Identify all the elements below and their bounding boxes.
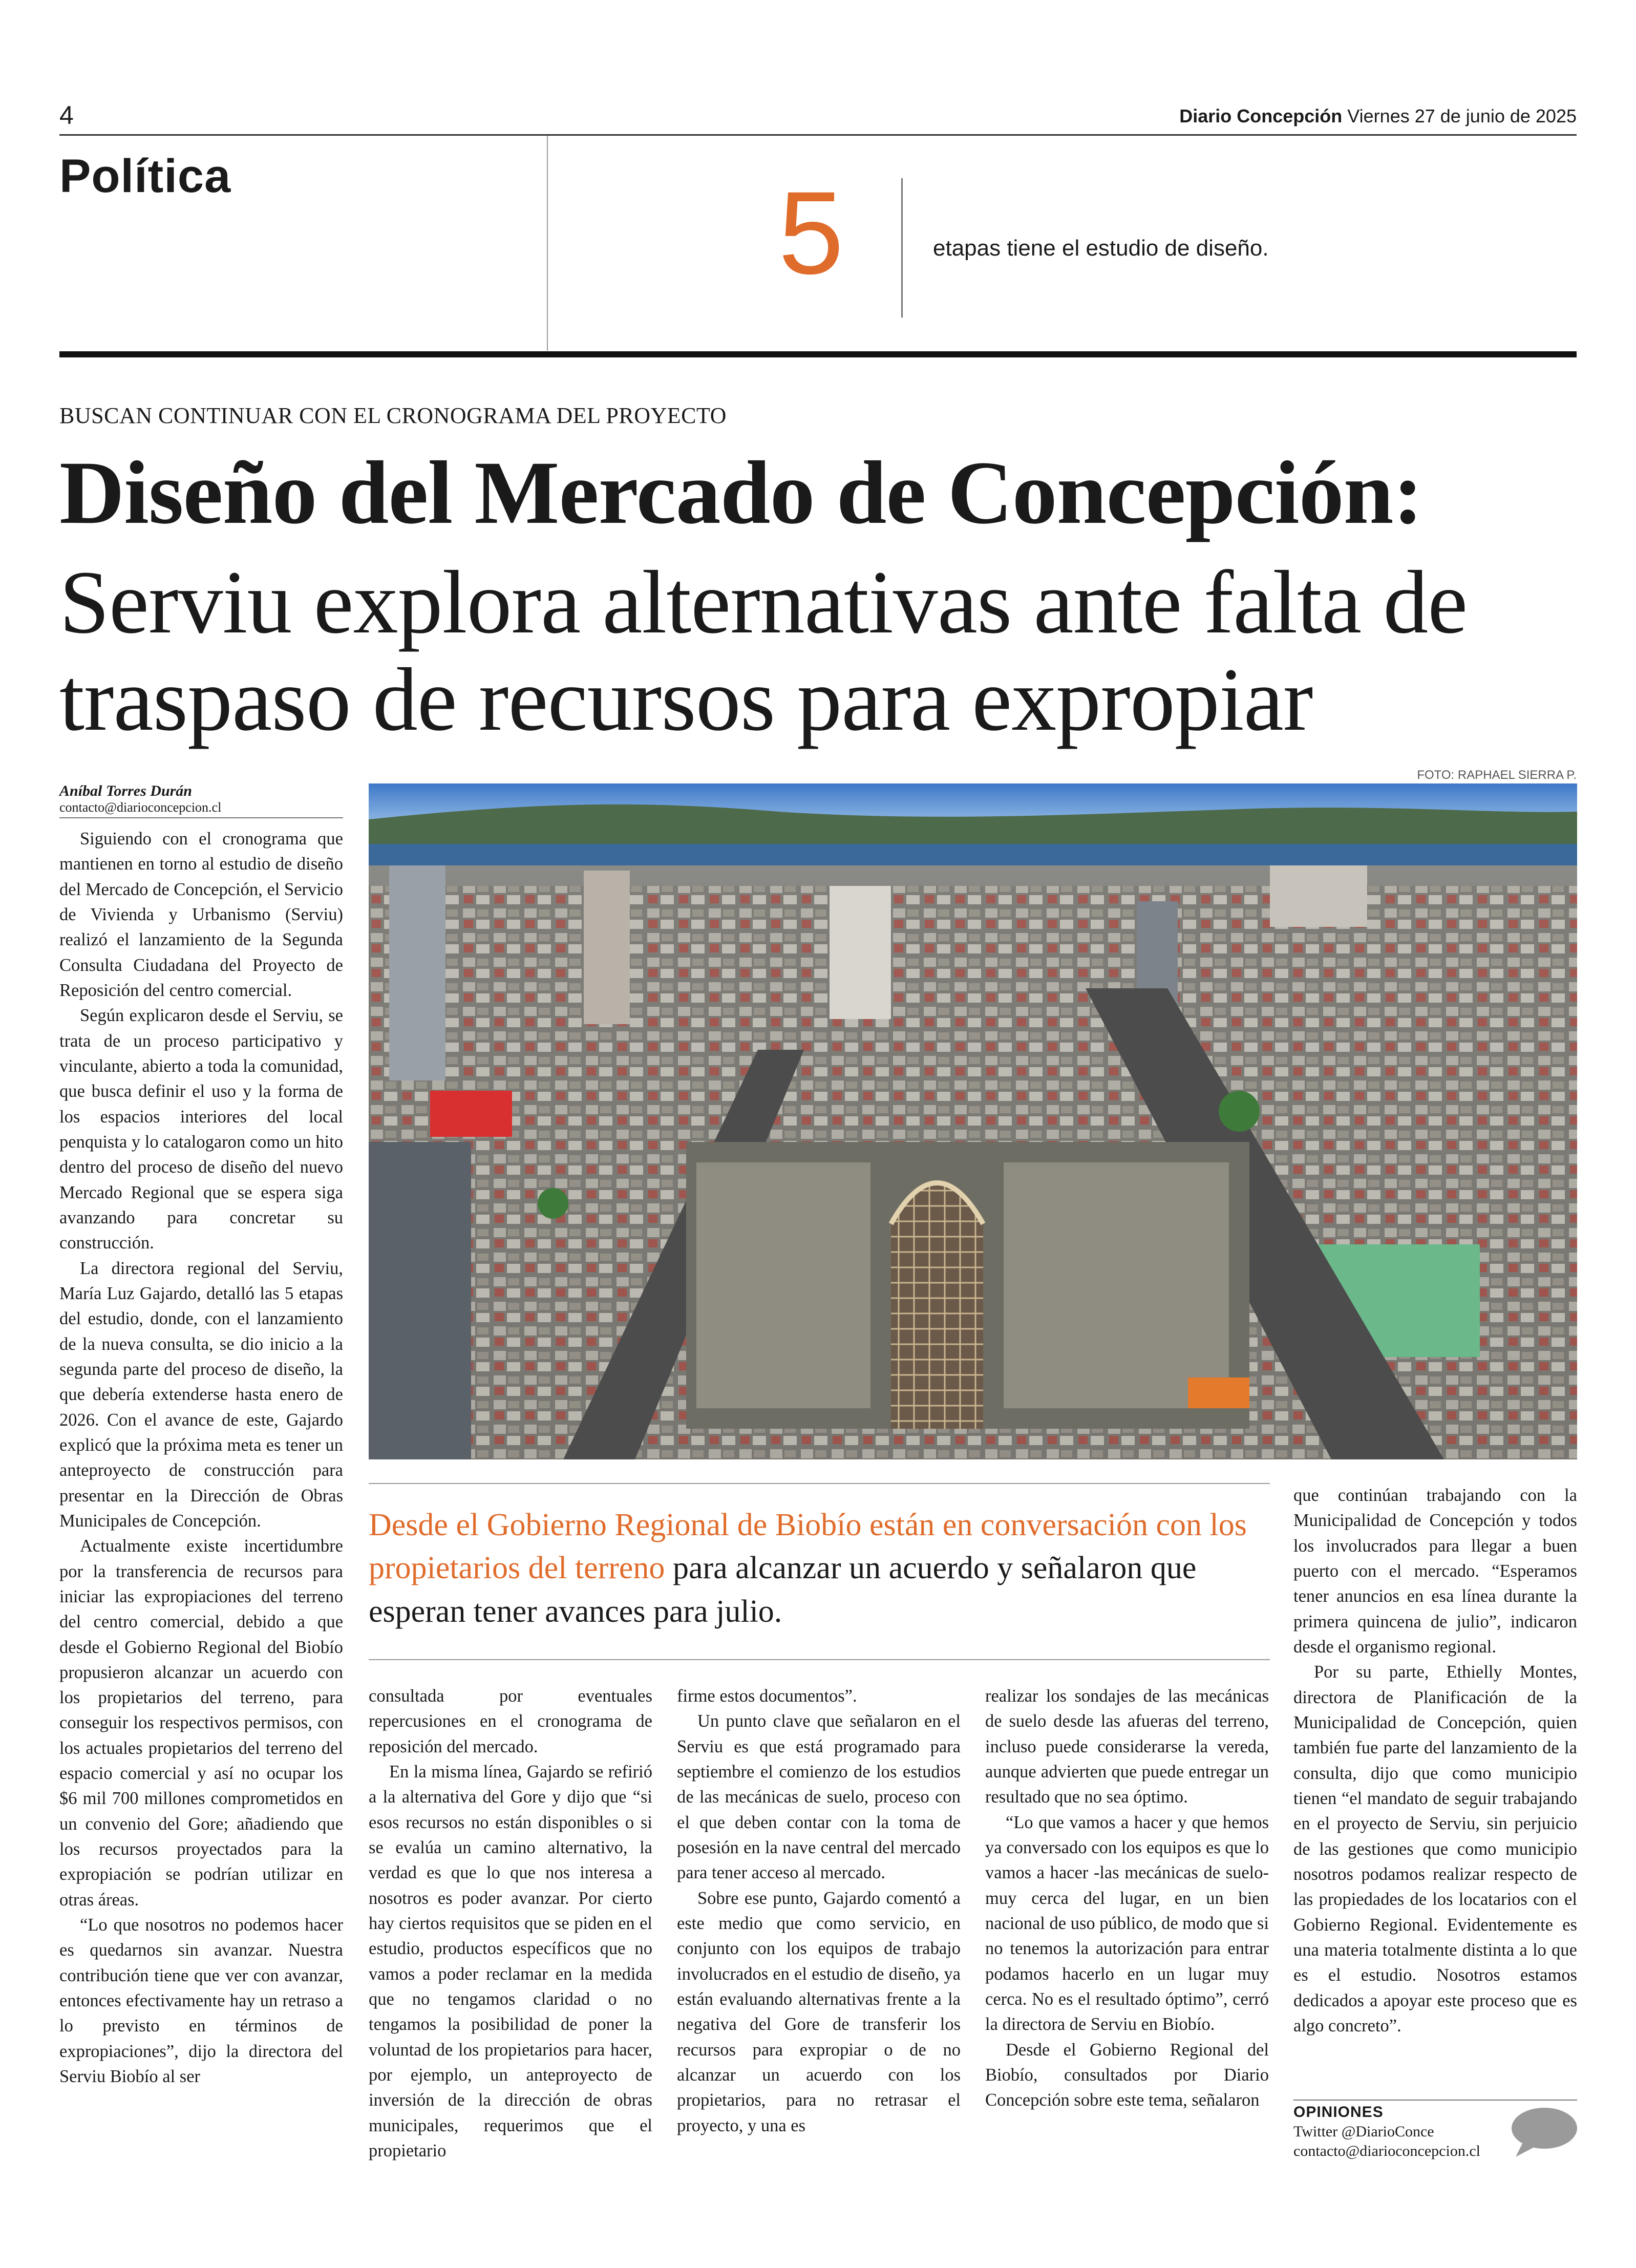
section-title: Política bbox=[59, 150, 231, 202]
pull-quote-rule-bottom bbox=[369, 1659, 1270, 1660]
author-name: Aníbal Torres Durán bbox=[59, 782, 192, 799]
paragraph: que continúan trabajando con la Municipalidad de Concepción y todos los involucrados para llegar a buen puerto con el mercado. “Esperamos tener anuncios en esa línea durante la primera quincena de julio”, indicaron desde el organismo regional. bbox=[1293, 1486, 1577, 1657]
header-divider bbox=[547, 136, 548, 351]
paper-name: Diario Concepción bbox=[1179, 105, 1343, 126]
pull-quote-rule-top bbox=[369, 1483, 1270, 1484]
paragraph: Siguiendo con el cronograma que mantienen en torno al estudio de diseño del Mercado de Concepción, el Servicio de Vivienda y Urbanismo (Serviu) realizó el lanzamiento de la Segunda Consulta Ciudadana del Proyecto de Reposición del centro comercial. bbox=[59, 829, 343, 1000]
pull-quote-text: para alcanzar un acuerdo y señalaron que esperan tener avances para julio. bbox=[369, 1551, 1197, 1629]
issue-date: Viernes 27 de junio de 2025 bbox=[1347, 105, 1577, 126]
aerial-photo bbox=[369, 783, 1577, 1459]
paragraph: La directora regional del Serviu, María Luz Gajardo, detalló las 5 etapas del estudio, donde, con el lanzamiento de la nueva consulta, se dio inicio a la segunda parte del proceso de diseño, la que debería extenderse hasta enero de 2026. Con el avance de este, Gajardo explicó que la próxima meta es tener un anteproyecto de construcción para presentar en la Dirección de Obras Municipales de Concepción. bbox=[59, 1258, 343, 1531]
article-column-5 bbox=[1293, 1483, 1577, 2039]
paragraph: Un punto clave que señalaron en el Serviu es que está programado para septiembre el comienzo de los estudios de las mecánicas de suelo, proceso con el que deben contar con la toma de posesión en la nave central del mercado para tener acceso al mercado. bbox=[677, 1711, 961, 1883]
opinion-email: contacto@diarioconcepcion.cl bbox=[1293, 2143, 1480, 2159]
article-column-3 bbox=[677, 1684, 961, 2138]
masthead bbox=[1179, 105, 1577, 127]
header-thick-rule bbox=[59, 351, 1577, 357]
paragraph: consultada por eventuales repercusiones en el cronograma de reposición del mercado. bbox=[369, 1686, 652, 1756]
pull-quote bbox=[369, 1503, 1270, 1633]
photo-credit: FOTO: RAPHAEL SIERRA P. bbox=[1417, 768, 1577, 782]
article-column-4 bbox=[985, 1684, 1269, 2113]
header-rule bbox=[59, 134, 1577, 136]
speech-bubble-icon bbox=[1508, 2107, 1578, 2158]
paragraph: Desde el Gobierno Regional del Biobío, consultados por Diario Concepción sobre este tema, señalaron bbox=[985, 2040, 1269, 2110]
paragraph: firme estos documentos”. bbox=[677, 1686, 857, 1706]
paragraph: realizar los sondajes de las mecánicas de suelo desde las afueras del terreno, incluso puede considerarse la vereda, aunque advierten que puede entregar un resultado que no sea óptimo. bbox=[985, 1686, 1269, 1807]
highlight-divider bbox=[901, 178, 903, 317]
article-column-2 bbox=[369, 1684, 652, 2164]
page-number: 4 bbox=[59, 101, 74, 130]
opinion-title: OPINIONES bbox=[1293, 2104, 1384, 2121]
opinion-rule bbox=[1293, 2100, 1577, 2101]
paragraph: Por su parte, Ethielly Montes, directora de Planificación de la Municipalidad de Concepción, quien también fue parte del lanzamiento de la consulta, dijo que como municipio tienen “el mandato de seguir trabajando en el proyecto de Serviu, sin perjuicio de las gestiones que como municipio nosotros podamos realizar respecto de las propiedades de los locatarios con el Gobierno Regional. Evidentemente es una materia totalmente distinta a lo que es el estudio. Nosotros estamos dedicados a apoyar este proceso que es algo concreto”. bbox=[1293, 1662, 1577, 2036]
byline-rule bbox=[59, 817, 343, 818]
article-kicker: BUSCAN CONTINUAR CON EL CRONOGRAMA DEL PROYECTO bbox=[59, 403, 727, 428]
paragraph: Sobre ese punto, Gajardo comentó a este medio que como servicio, en conjunto con los equipos de trabajo involucrados en el estudio de diseño, ya están evaluando alternativas frente a la negativa del Gore de transferir los recursos para expropiar o de no alcanzar un acuerdo con los propietarios, para no retrasar el proyecto, y una es bbox=[677, 1888, 961, 2135]
highlight-caption: etapas tiene el estudio de diseño. bbox=[933, 236, 1269, 261]
highlight-number: 5 bbox=[778, 167, 844, 299]
paragraph: “Lo que nosotros no podemos hacer es quedarnos sin avanzar. Nuestra contribución tiene que ver con avanzar, entonces efectivamente hay un retraso a lo previsto en términos de expropiaciones”, dijo la directora del Serviu Biobío al ser bbox=[59, 1915, 343, 2087]
paragraph: Actualmente existe incertidumbre por la transferencia de recursos para iniciar las expropiaciones del terreno del centro comercial, debido a que desde el Gobierno Regional del Biobío propusieron alcanzar un acuerdo con los propietarios del terreno, para conseguir los respectivos permisos, con los actuales propietarios del terreno del espacio comercial y así no ocupar los $6 mil 700 millones comprometidos en un convenio del Gore; añadiendo que los recursos proyectados para la expropiación se podrían utilizar en otras áreas. bbox=[59, 1536, 343, 1910]
article-column-1 bbox=[59, 826, 343, 2089]
paragraph: En la misma línea, Gajardo se refirió a la alternativa del Gore y dijo que “si esos recursos no están disponibles o si se evalúa un camino alternativo, la verdad es que lo que nos interesa a nosotros es poder avanzar. Por cierto hay ciertos requisitos que se piden en el estudio, productos específicos que no vamos a poder reclamar en la medida que no tengamos claridad o no tengamos la posibilidad de poner la voluntad de los propietarios para hacer, por ejemplo, un anteproyecto de inversión de la dirección de obras municipales, requerimos que el propietario bbox=[369, 1762, 652, 2160]
paragraph: Según explicaron desde el Serviu, se trata de un proceso participativo y vinculante, abierto a toda la comunidad, que busca definir el uso y la forma de los espacios interiores del local penquista y lo catalogaron como un hito dentro del proceso de diseño del nuevo Mercado Regional que se espera siga avanzando para concretar su construcción. bbox=[59, 1006, 343, 1253]
author-email: contacto@diarioconcepcion.cl bbox=[59, 800, 222, 815]
article-headline: Diseño del Mercado de Concepción: bbox=[59, 443, 1423, 543]
article-subheadline: Serviu explora alternativas ante falta de traspaso de recursos para expropiar bbox=[59, 553, 1468, 750]
pull-quote-highlight: Desde el Gobierno Regional de Biobío están en conversación con los propietarios del terreno bbox=[369, 1508, 1247, 1586]
paragraph: “Lo que vamos a hacer y que hemos ya conversado con los equipos es que lo vamos a hacer -las mecánicas de suelo- muy cerca del lugar, en un bien nacional de uso público, de modo que si no tenemos la autorización para entrar podamos hacerlo en un lugar muy cerca. No es el resultado óptimo”, cerró la directora de Serviu en Biobío. bbox=[985, 1812, 1269, 2034]
opinion-twitter: Twitter @DiarioConce bbox=[1293, 2123, 1434, 2140]
